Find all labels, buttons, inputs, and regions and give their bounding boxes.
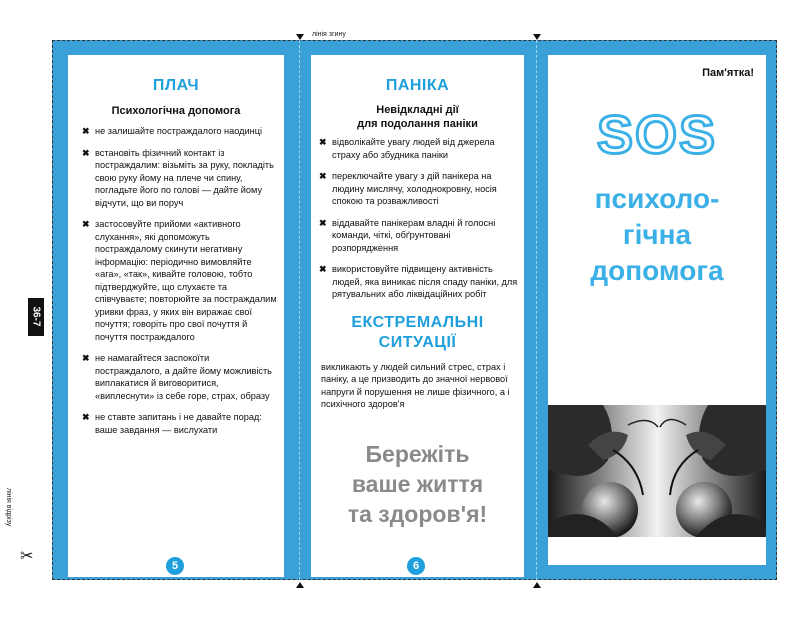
cross-bullet-icon: ✖	[82, 147, 90, 158]
cut-line-label: лінія відрізу	[5, 488, 12, 527]
list-item: ✖ застосовуйте прийоми «активного слухання», які допоможуть постраждалому скинути негативну інформацію: періодично вимовляйте «ага», «так», кивайте головою, тобто підтверджуйте, що слухаєте та співчуваєте; повторюйте за постраждалим уривки фраз, у яких він виражає свої почуття; говоріть про свої почуття й почуття постраждалого	[82, 219, 277, 342]
list-item: ✖ віддавайте панікерам владні й голосні команди, чіткі, обґрунтовані розпорядження	[319, 217, 496, 253]
page-number-6: 6	[407, 557, 425, 575]
panel-heading-panic: ПАНІКА	[385, 77, 450, 94]
fold-marker-top-1	[296, 34, 304, 40]
panic-actions-list	[311, 136, 524, 301]
slogan	[311, 439, 524, 529]
cover-title-line-2: гічна	[622, 219, 692, 250]
cross-bullet-icon: ✖	[82, 353, 90, 363]
slogan-line-1: Бережіть	[365, 440, 470, 467]
fold-line-2	[536, 40, 537, 580]
fold-marker-top-2	[533, 34, 541, 40]
hands-globes-photo	[548, 405, 766, 537]
cover-title-line-1: психоло-	[594, 183, 720, 214]
panel-crying	[68, 55, 284, 577]
scissors-icon: ✂	[20, 548, 34, 565]
cover-title	[548, 181, 766, 289]
fold-marker-bottom-2	[533, 582, 541, 588]
slogan-line-2: ваше життя	[351, 470, 484, 497]
cross-bullet-icon: ✖	[319, 217, 327, 228]
list-item: ✖ відволікайте увагу людей від джерела страху або збудника паніки	[319, 137, 495, 160]
cross-bullet-icon: ✖	[82, 219, 90, 229]
panel-subheading-panic-1: Невідкладні дії	[376, 104, 459, 116]
extreme-situations-heading-2: СИТУАЦІЇ	[378, 333, 457, 351]
panel-subheading-panic-2: для подолання паніки	[357, 118, 478, 130]
sos-title: SOS	[596, 105, 718, 165]
fold-line-label: лінія згину	[312, 31, 346, 38]
slogan-line-3: та здоров'я!	[347, 500, 488, 527]
panel-panic	[311, 55, 524, 577]
cross-bullet-icon: ✖	[319, 137, 327, 147]
extreme-situations-text: викликають у людей сильний стрес, страх і паніку, а це призводить до значної нервової напруги й порушення не лише фізичного, а і психічного здоров'я	[321, 361, 510, 409]
list-item: ✖ встановіть фізичний контакт із постраждалим: візьміть за руку, покладіть свою руку йому на плече чи спину, погладьте його по голові — дайте йому відчути, що ви поруч	[82, 147, 274, 208]
memo-label: Пам'ятка!	[702, 67, 754, 79]
list-item: ✖ використовуйте підвищену активність людей, яка виникає після спаду паніки, для рятувальних або ліквідаційних робіт	[319, 264, 518, 299]
side-code-badge: 36-7	[28, 298, 44, 336]
list-item: ✖ не ставте запитань і не давайте порад: ваше завдання — вислухати	[82, 412, 262, 435]
list-item: ✖ переключайте увагу з дій панікера на людину мислячу, холоднокровну, носія спокою та розважливості	[319, 171, 497, 206]
photo-illustration	[548, 405, 766, 537]
extreme-situations-heading-1: ЕКСТРЕМАЛЬНІ	[351, 313, 484, 331]
list-item: ✖ не намагайтеся заспокоїти постраждалого, а дайте йому можливість виплакатися й виговоритися, «виплеснути» із себе горе, страх, образу	[82, 353, 272, 401]
panel-cover	[548, 55, 766, 565]
list-item: ✖ не залишайте постраждалого наодинці	[82, 126, 262, 136]
cross-bullet-icon: ✖	[82, 126, 90, 136]
cross-bullet-icon: ✖	[82, 412, 90, 422]
panel-subheading-crying: Психологічна допомога	[111, 105, 241, 117]
cross-bullet-icon: ✖	[319, 264, 327, 274]
panel-heading-crying: ПЛАЧ	[152, 77, 200, 94]
crying-tips-list	[68, 125, 284, 436]
cross-bullet-icon: ✖	[319, 171, 327, 181]
cover-title-line-3: допомога	[590, 255, 724, 286]
fold-line-1	[299, 40, 300, 580]
page-number-5: 5	[166, 557, 184, 575]
fold-marker-bottom-1	[296, 582, 304, 588]
